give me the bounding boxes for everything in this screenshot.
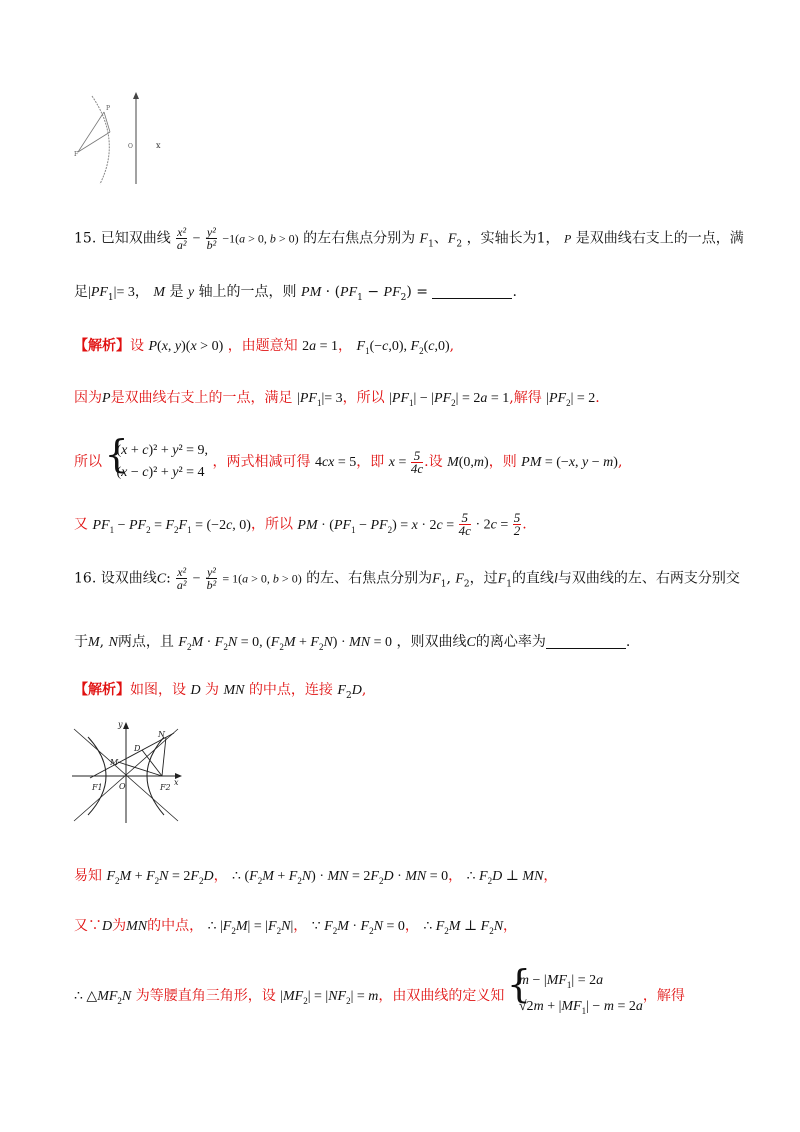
equation-system-2: { $m - |MF_1| = 2a$ $√2m + |MF_1| - m = 2a$: [509, 970, 643, 1022]
label-o: O: [119, 782, 126, 791]
q16-line-2: 于M, N两点，且 $F_2M \cdot F_2N = 0$, $(F_2M + F_2N)$ · MN = 0 ，则双曲线C的离心率为 .: [74, 634, 631, 652]
frac-y2-b2-b: $\frac{\text{y²}}{\text{b²}}$: [206, 565, 217, 592]
q15-line-2: 足$|PF_1|= 3$， M 是 y 轴上的一点，则 PM · $(PF_1 - PF_2)$ = .: [74, 284, 517, 303]
frac-5-4c-b: $\frac{5}{4c}$: [458, 510, 471, 538]
label-m: M: [110, 758, 119, 767]
label-f1: F1: [92, 783, 103, 792]
label-o: O: [128, 143, 133, 150]
answer-blank-15: [432, 284, 512, 299]
label-x: x: [174, 778, 179, 787]
q16-solution-line-4: ∴ $\triangle MF_2N$ 为等腰直角三角形，设 $|MF_2| = |NF_2| = m$，由双曲线的定义知 { $m - |MF_1| = 2a$ $√2m + |MF_1| - m = 2a$ ，解得: [74, 970, 685, 1022]
q15-solution-line-3: 所以 { (x + c)² + y² = 9, (x − c)² + y² = 4 ，两式相减可得 4cx = 5，即 x = $\frac{5}{4c}$ .设 M(0,m)，则 PM = (−x, y − m),: [74, 440, 622, 484]
label-f: F: [74, 151, 79, 158]
q15-line-1: 15. 已知双曲线 $\frac{\text{x²}}{\text{a²}}$ − $\frac{\text{y²}}{\text{b²}}$ −1(a > 0, b > 0) 的左右焦点分别为 $F_1$、$F_2$ ，实轴长为1， P 是双曲线右支上的一点，满: [74, 225, 744, 252]
q15-solution-line-4: 又 $PF_1 - PF_2 = F_2F_1 = (-2c$, 0)，所以 PM · $(PF_1 - PF_2) = x \cdot 2c$ = $\frac{5}{4c}$ · 2c = $\frac{5}{2}$ .: [74, 510, 527, 538]
frac-5-2: $\frac{5}{2}$: [513, 510, 521, 538]
label-p: P: [106, 105, 111, 112]
q15-solution-line-1: 【解析】设 P(x, y)(x > 0) ，由题意知 2a = 1， $F_1(-c,0)$, $F_2(c,0)$,: [74, 338, 455, 356]
q16-solution-line-1: 【解析】如图，设 D 为 MN 的中点，连接 $F_2D$,: [74, 682, 367, 701]
label-y: y: [118, 720, 123, 729]
frac-x2-a2-b: $\frac{\text{x²}}{\text{a²}}$: [176, 565, 187, 592]
y-axis-arrow: [123, 722, 129, 729]
label-d: D: [134, 744, 141, 753]
label-n: N: [158, 730, 165, 739]
segment-fm: [78, 132, 110, 152]
line-l: [90, 733, 174, 778]
segment-pf: [78, 112, 104, 152]
frac-x2-a2: $\frac{\text{x²}}{\text{a²}}$: [176, 225, 187, 252]
label-f2: F2: [160, 783, 171, 792]
label-x: x: [156, 141, 161, 150]
q15-solution-line-2: 因为P是双曲线右支上的一点，满足 $|PF_1|= 3$，所以 $|PF_1| - |PF_2| = 2a = 1$,解得 $|PF_2| = 2$.: [74, 390, 600, 408]
y-axis-arrow: [133, 92, 139, 99]
q16-line-1: 16. 设双曲线C: $\frac{\text{x²}}{\text{a²}}$ − $\frac{\text{y²}}{\text{b²}}$ = 1(a > 0, b > 0) 的左、右焦点分别为$F_1$, $F_2$，过$F_1$的直线l与双曲线的左、右两支分别交: [74, 565, 740, 592]
answer-blank-16: [546, 634, 626, 649]
figure-hyperbola-top: [70, 92, 180, 187]
q16-solution-line-2: 易知 $F_2M + F_2N = 2F_2D$， ∴ $(F_2M + F_2N)$ · MN = $2F_2D$ · MN = 0， ∴ $F_2D$ ⊥ MN，: [74, 868, 558, 886]
equation-system-1: { (x + c)² + y² = 9, (x − c)² + y² = 4: [106, 440, 208, 484]
frac-5-4c: $\frac{5}{4c}$: [410, 447, 424, 476]
figure-hyperbola-diagram: [70, 715, 190, 825]
q16-solution-line-3: 又∵D为MN的中点， ∴ $|F_2M| = |F_2N|$， ∵ $F_2M \cdot F_2N = 0$， ∴ $F_2M$ ⊥ $F_2N$，: [74, 918, 518, 936]
frac-y2-b2: $\frac{\text{y²}}{\text{b²}}$: [206, 225, 217, 252]
